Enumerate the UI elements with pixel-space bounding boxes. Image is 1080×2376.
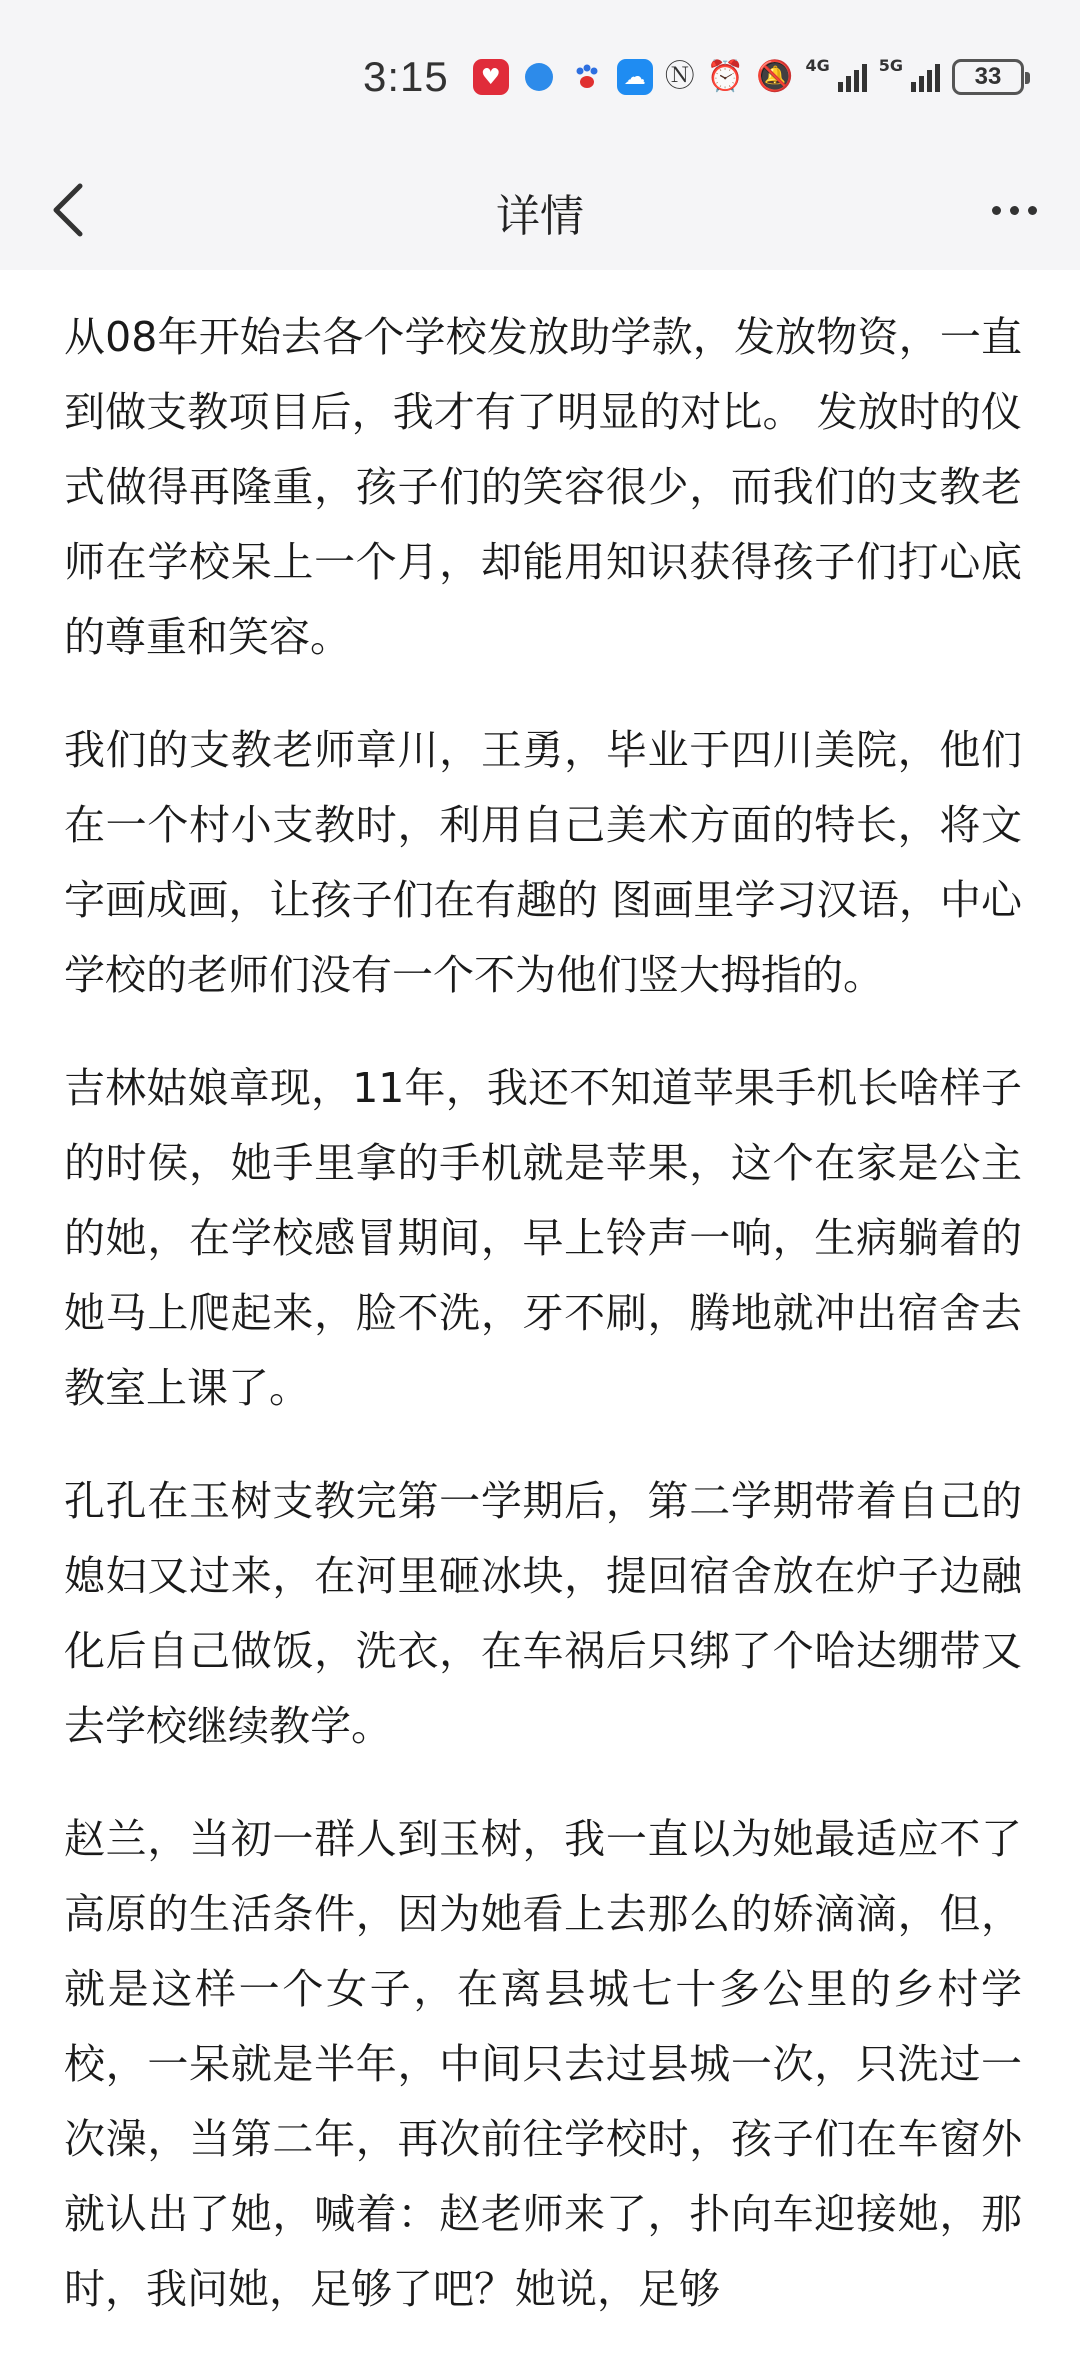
- notification-app-red-icon: ♥: [473, 59, 509, 95]
- battery-icon: [952, 59, 1024, 95]
- nfc-icon: Ⓝ: [664, 59, 695, 94]
- article-paragraph: 从08年开始去各个学校发放助学款，发放物资，一直到做支教项目后，我才有了明显的对比。 发放时的仪式做得再隆重，孩子们的笑容很少，而我们的支教老师在学校呆上一个月，却能用知识获得孩子们打心底的尊重和笑容。: [64, 313, 1022, 661]
- more-dot-icon: [1010, 206, 1019, 215]
- alarm-icon: ⏰: [706, 59, 745, 94]
- article-body: [64, 300, 1022, 2365]
- notification-app-paw-icon: [569, 59, 605, 95]
- article-paragraph: 吉林姑娘章现，11年，我还不知道苹果手机长啥样子的时侯，她手里拿的手机就是苹果，这个在家是公主的她，在学校感冒期间，早上铃声一响，生病躺着的她马上爬起来，脸不洗，牙不刷，腾地就冲出宿舍去教室上课了。: [64, 1064, 1022, 1412]
- network-4g-label: 4G: [805, 55, 830, 75]
- article-paragraph: 赵兰，当初一群人到玉树，我一直以为她最适应不了高原的生活条件，因为她看上去那么的娇滴滴，但，就是这样一个女子，在离县城七十多公里的乡村学校，一呆就是半年，中间只去过县城一次，只洗过一次澡，当第二年，再次前往学校时，孩子们在车窗外就认出了她，喊着：赵老师来了，扑向车迎接她，那时，我问她，足够了吧？她说，足够: [64, 1815, 1022, 2313]
- more-dot-icon: [1028, 206, 1037, 215]
- signal-5g-icon: [911, 62, 940, 92]
- notification-cloud-icon: ☁: [617, 59, 653, 95]
- status-icons: [363, 52, 1024, 102]
- mute-bell-icon: 🔕: [756, 59, 794, 94]
- top-navigation-bar: [0, 150, 1080, 270]
- signal-4g-icon: [838, 62, 867, 92]
- article-paragraph: 孔孔在玉树支教完第一学期后，第二学期带着自己的媳妇又过来，在河里砸冰块，提回宿舍放在炉子边融化后自己做饭，洗衣，在车祸后只绑了个哈达绷带又去学校继续教学。: [64, 1477, 1022, 1750]
- network-5g-label: 5G: [878, 55, 903, 75]
- article-paragraph: 我们的支教老师章川，王勇，毕业于四川美院，他们在一个村小支教时，利用自己美术方面的特长，将文字画成画，让孩子们在有趣的 图画里学习汉语，中心学校的老师们没有一个不为他们竖大拇指的。: [64, 726, 1022, 999]
- status-bar: [0, 0, 1080, 150]
- battery-level: 33: [974, 63, 1002, 90]
- more-dot-icon: [992, 206, 1001, 215]
- more-options-button[interactable]: [976, 184, 1052, 236]
- clock-time: 3:15: [363, 53, 449, 100]
- notification-app-blue-ball-icon: [521, 59, 557, 95]
- page-title: 详情: [496, 191, 584, 242]
